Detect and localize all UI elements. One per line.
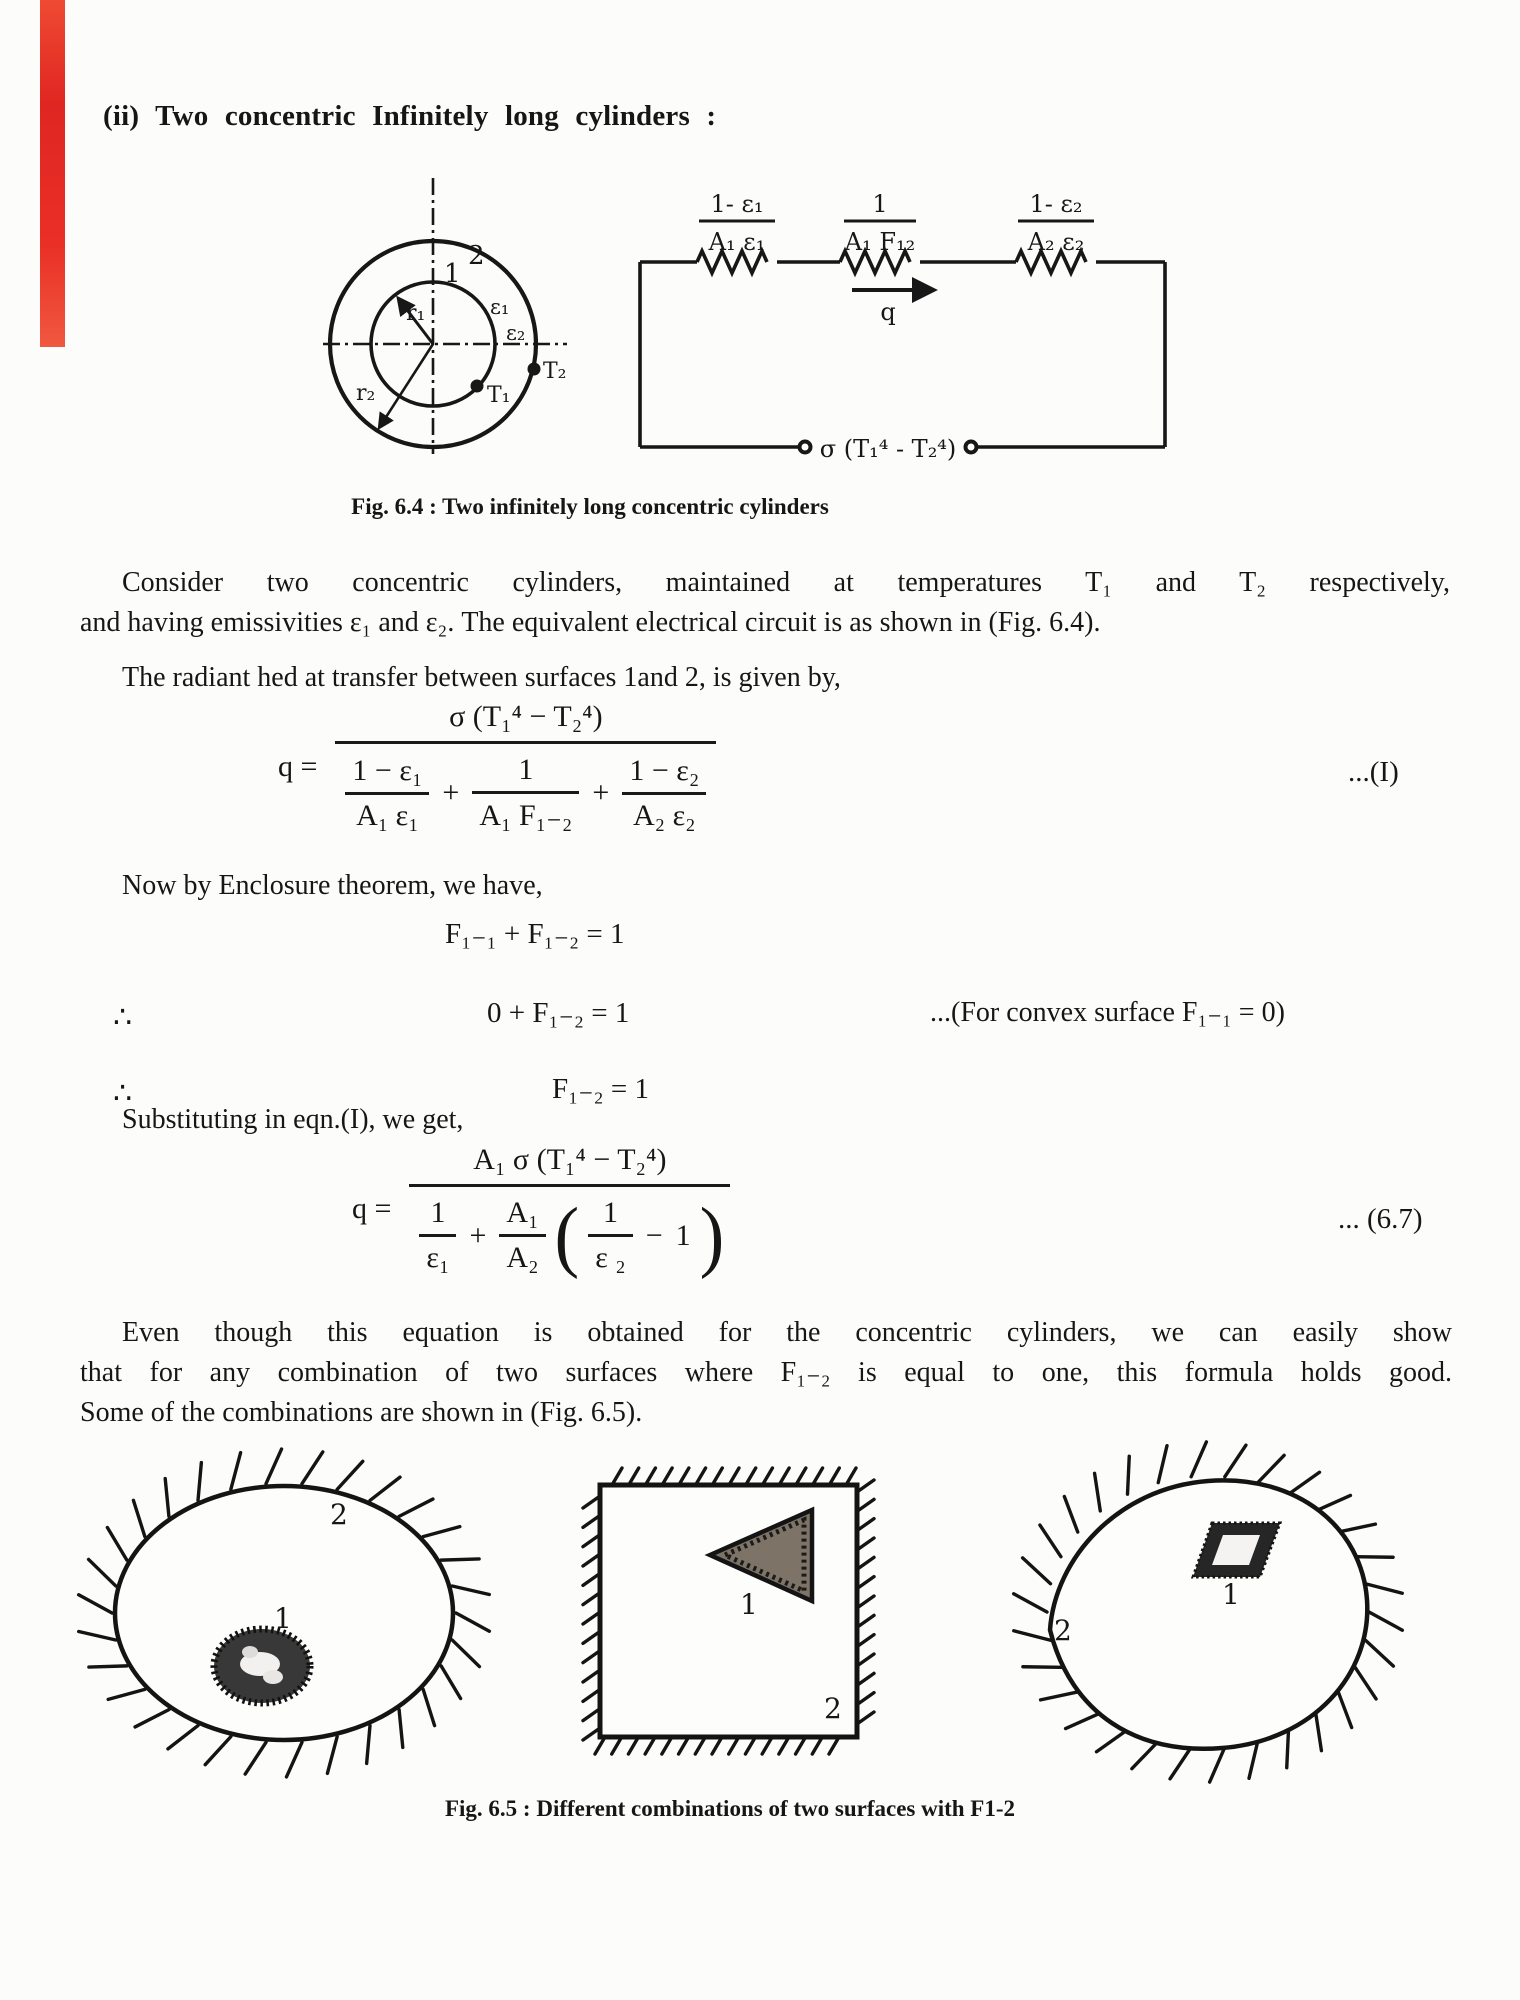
eq2-denominator: 1 ε₁ + $\frac{\text{A₁}}{\text{A₂}}$ ( 1 ε ₂ − 1 ): [419, 1196, 720, 1275]
paragraph-line: Consider two concentric cylinders, maintained at temperatures T₁ and T₂ respectively,: [122, 567, 1450, 598]
fig-6-5-caption: Fig. 6.5 : Different combinations of two surfaces with F1-2: [444, 1796, 1016, 1821]
paragraph-3: [80, 1313, 1452, 1433]
t1-point: [471, 380, 484, 393]
fig-6-4-caption: Fig. 6.4 : Two infinitely long concentric cylinders: [351, 494, 829, 519]
plus-sign: +: [592, 776, 610, 809]
square-surface: [600, 1485, 857, 1737]
substitution-line: Substituting in eqn.(I), we get,: [122, 1104, 464, 1135]
current-label: q: [880, 298, 896, 326]
resistor-1-label: [699, 190, 775, 256]
inner-label: 1: [1222, 1578, 1240, 1611]
r1-label: r₁: [406, 301, 426, 326]
t1-label: T₁: [487, 383, 511, 408]
outer-label: 2: [1054, 1614, 1072, 1647]
eps1-label: ε₁: [490, 295, 510, 319]
concentric-cylinders-sketch: [323, 178, 567, 454]
fig-6-5-diagram: [60, 1440, 1460, 1798]
speckle: [242, 1646, 258, 1658]
therefore-symbol: ∴: [113, 1077, 133, 1110]
therefore-symbol: ∴: [113, 1001, 133, 1034]
svg-text:A₁ ε₁: A₁ ε₁: [708, 228, 766, 256]
speckle: [263, 1670, 283, 1684]
t2-label: T₂: [543, 359, 567, 384]
plus-sign: +: [442, 776, 460, 809]
enclosure-intro: Now by Enclosure theorem, we have,: [122, 870, 543, 901]
shape-blob-enclosure: [1014, 1442, 1403, 1782]
surface1-resistance: 1 − ε₁ A₁ ε₁: [345, 754, 429, 833]
red-page-edge-mark: [40, 0, 65, 347]
svg-text:1- ε₂: 1- ε₂: [1029, 190, 1083, 218]
eq2-lhs: q =: [352, 1192, 392, 1225]
eq1-denominator: [345, 753, 706, 833]
enclosure-eq-b: 0 + F₁₋₂ = 1: [487, 997, 630, 1029]
eq2-numerator: A₁ σ (T₁⁴ − T₂⁴): [473, 1143, 667, 1176]
paragraph-line: Even though this equation is obtained for the concentric cylinders, we can easily show: [122, 1317, 1452, 1348]
shape-ellipse-enclosure: [79, 1449, 490, 1777]
svg-text:1: 1: [872, 190, 888, 218]
paragraph-line: that for any combination of two surfaces where F₁₋₂ is equal to one, this formula holds good.: [80, 1357, 1452, 1388]
paragraph-2: The radiant hed at transfer between surfaces 1and 2, is given by,: [122, 662, 841, 693]
eps2-label: ε₂: [506, 321, 526, 345]
eq1-fraction: [335, 700, 716, 833]
one: 1: [675, 1218, 691, 1252]
fig-6-4-diagram: [240, 148, 1250, 463]
outer-label: 2: [330, 1498, 348, 1531]
inner-label: 1: [274, 1602, 292, 1635]
r2-label: r₂: [356, 381, 376, 406]
eq1-numerator: σ (T₁⁴ − T₂⁴): [449, 700, 603, 733]
equation-I-tag: ...(I): [1348, 756, 1399, 788]
outer-label: 2: [824, 1692, 842, 1725]
paragraph-1: [80, 563, 1450, 643]
minus-sign: −: [645, 1218, 663, 1252]
inner-label: 1: [740, 1588, 758, 1621]
blob-surface: [1050, 1480, 1367, 1748]
enclosure-eq-c: F₁₋₂ = 1: [552, 1073, 650, 1105]
eq2-fraction: [409, 1143, 730, 1280]
equation-6-7: [352, 1143, 730, 1280]
equivalent-circuit: [640, 190, 1165, 463]
source-emf-label: σ (T₁⁴ - T₂⁴): [819, 435, 957, 463]
equation-6-7-tag: ... (6.7): [1338, 1203, 1423, 1235]
section-heading: (ii) Two concentric Infinitely long cylinders :: [103, 100, 717, 132]
convex-surface-note: ...(For convex surface F₁₋₁ = 0): [930, 997, 1285, 1028]
paragraph-line: and having emissivities ε₁ and ε₂. The equivalent electrical circuit is as shown in (Fig. 6.4).: [80, 607, 1101, 638]
inner-surface-label: 1: [444, 259, 461, 289]
outer-surface-label: 2: [468, 241, 485, 271]
equation-I: [278, 700, 716, 833]
terminal-right: [966, 442, 977, 453]
paragraph-line: Some of the combinations are shown in (Fig. 6.5).: [80, 1397, 643, 1428]
shape-square-enclosure: [583, 1468, 874, 1754]
svg-text:A₂ ε₂: A₂ ε₂: [1027, 228, 1085, 256]
surface2-resistance: $\frac{\text{1 − ε₂}}{\text{A₂ ε₂}}$: [622, 754, 706, 833]
enclosure-eq-a: F₁₋₁ + F₁₋₂ = 1: [445, 918, 625, 950]
plus-sign: +: [469, 1218, 487, 1252]
eq1-lhs: q =: [278, 749, 318, 783]
resistor-3-label: [1018, 190, 1094, 256]
svg-text:A₁ F₁₂: A₁ F₁₂: [844, 228, 916, 256]
t2-point: [528, 363, 541, 376]
resistor-2-label: [844, 190, 916, 256]
svg-text:1- ε₁: 1- ε₁: [710, 190, 764, 218]
space-resistance: $\frac{1}{\text{A₁ F₁₋₂}}$: [472, 753, 579, 833]
terminal-left: [800, 442, 811, 453]
